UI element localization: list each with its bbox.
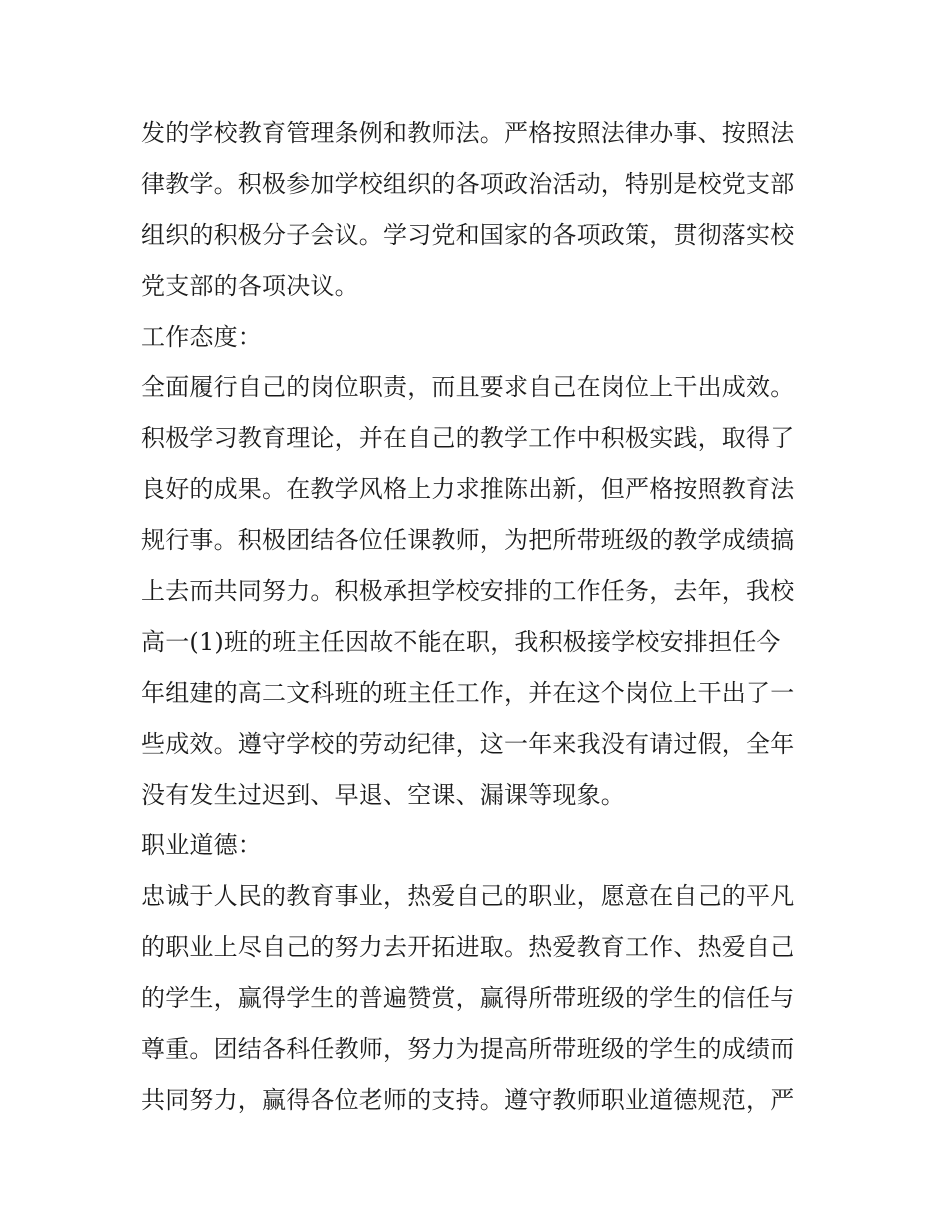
text-line: 高一(1)班的班主任因故不能在职，我积极接学校安排担任今 [141, 627, 781, 656]
text-line: 党支部的各项决议。 [141, 271, 359, 300]
text-line: 组织的积极分子会议。学习党和国家的各项政策，贯彻落实校 [141, 220, 795, 249]
text-line: 年组建的高二文科班的班主任工作，并在这个岗位上干出了一 [141, 678, 795, 707]
text-line: 的学生，赢得学生的普遍赞赏，赢得所带班级的学生的信任与 [141, 984, 795, 1013]
text-line: 律教学。积极参加学校组织的各项政治活动，特别是校党支部 [141, 169, 795, 198]
text-line: 的职业上尽自己的努力去开拓进取。热爱教育工作、热爱自己 [141, 933, 795, 962]
section-heading-professional-ethics: 职业道德： [141, 831, 262, 860]
section-heading-work-attitude: 工作态度： [141, 322, 262, 351]
text-line: 发的学校教育管理条例和教师法。严格按照法律办事、按照法 [141, 119, 795, 147]
text-line: 规行事。积极团结各位任课教师，为把所带班级的教学成绩搞 [141, 526, 795, 555]
text-line: 些成效。遵守学校的劳动纪律，这一年来我没有请过假，全年 [141, 729, 795, 758]
text-line: 共同努力，赢得各位老师的支持。遵守教师职业道德规范，严 [141, 1085, 795, 1114]
body-text [141, 108, 821, 1126]
text-line: 上去而共同努力。积极承担学校安排的工作任务，去年，我校 [141, 577, 795, 606]
text-line: 忠诚于人民的教育事业，热爱自己的职业，愿意在自己的平凡 [141, 882, 795, 911]
text-line: 积极学习教育理论，并在自己的教学工作中积极实践，取得了 [141, 424, 795, 453]
text-line: 全面履行自己的岗位职责，而且要求自己在岗位上干出成效。 [141, 373, 795, 402]
text-line: 良好的成果。在教学风格上力求推陈出新，但严格按照教育法 [141, 475, 795, 504]
text-line: 没有发生过迟到、早退、空课、漏课等现象。 [141, 780, 625, 809]
text-line: 尊重。团结各科任教师，努力为提高所带班级的学生的成绩而 [141, 1035, 795, 1064]
